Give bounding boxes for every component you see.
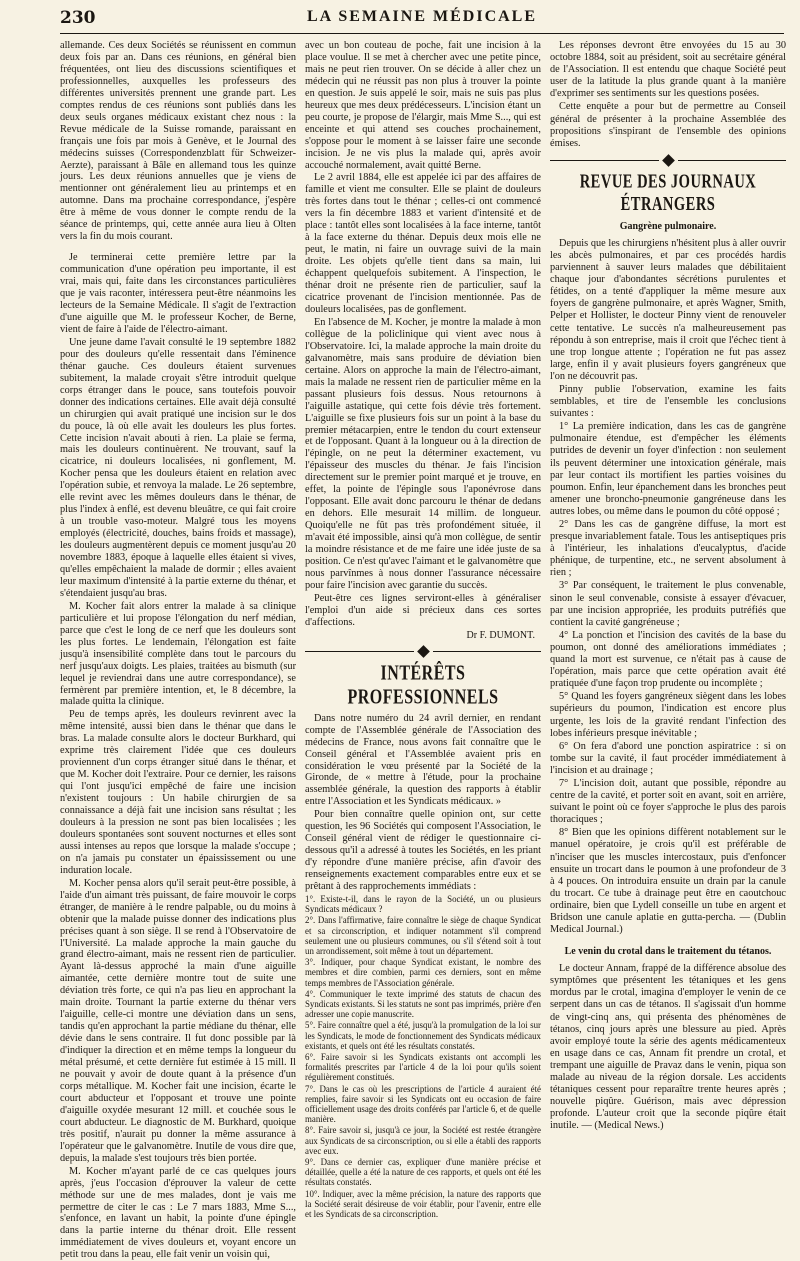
paragraph: Cette enquête a pour but de permettre au Conseil général de présenter à la prochaine Assemblée des propositions s'inspirant de l'ensemble des opinions émises. xyxy=(550,101,786,149)
section-title-interets: INTÉRÊTS PROFESSIONNELS xyxy=(347,661,499,709)
paragraph: Les réponses devront être envoyées du 15 au 30 octobre 1884, soit au président, soit au secrétaire général de l'Association. Il est entendu que chaque Société peut user de la latitude la plus grande quant à la manière d'exprimer ses sentiments sur les questions posées. xyxy=(550,40,786,100)
question-item: 5°. Faire connaître quel a été, jusqu'à la promulgation de la loi sur les Syndicats, le mode de fonctionnement des Syndicats médicaux existants, et quels ont été les résultats constatés. xyxy=(305,1020,541,1051)
question-item: 1°. Existe-t-il, dans le rayon de la Société, un ou plusieurs Syndicats médicaux ? xyxy=(305,894,541,915)
paragraph: 6° On fera d'abord une ponction aspiratrice : si on tombe sur la cavité, il faut procéder immédiatement à l'incision et au drainage ; xyxy=(550,740,786,776)
paragraph: Pour bien connaître quelle opinion ont, sur cette question, les 96 Sociétés qui composent l'Association, le Conseil général vient de rédiger le questionnaire ci-dessous qu'il a adressé à toutes les Sociétés, en les priant d'y répondre d'une manière précise, afin d'avoir des renseignements exactement comparables entre eux et se prêtant à des rapprochements immédiats : xyxy=(305,809,541,893)
paragraph: M. Kocher fait alors entrer la malade à sa clinique particulière et lui propose l'élongation du nerf médian, parce que c'est le long de ce nerf que les douleurs sont les plus fortes. Le lendemain, l'élongation est faite jusqu'à insensibilité complète dans tout le parcours du nerf jusqu'aux doigts. Les plaies, traitées au bismuth (sur lequel je reviendrai dans une autre correspondance), se fermèrent par première intention, et, le 8 décembre, la malade quitta la clinique. xyxy=(60,600,296,708)
section-divider xyxy=(305,647,541,656)
paragraph: Peu de temps après, les douleurs revinrent avec la même intensité, aussi bien dans le thénar que dans le bras. La malade consulte alors le docteur Burkhard, qui exprime très clairement l'idée que ces douleurs proviennent d'un corps étranger situé dans le thénar, et que M. Kocher doit l'extraire. Pour ce dernier, les raisons qui l'ont jusqu'ici empêché de faire une incision n'existent toujours : Un habile chirurgien de sa connaissance a déjà fait une incision sans résultat ; les douleurs à la pression ne sont pas bien localisées ; les douleurs spontanées sont souvent nocturnes et elles sont aussi intenses au repos que lorsque la malade s'occupe ; on n'a jamais pu constater un épaississement ou une induration locale. xyxy=(60,709,296,876)
question-item: 4°. Communiquer le texte imprimé des statuts de chacun des Syndicats existants. Si les statuts ne sont pas imprimés, prière d'en adresser une copie manuscrite. xyxy=(305,988,541,1020)
section-title-revue: REVUE DES JOURNAUX ÉTRANGERS xyxy=(579,170,757,216)
paragraph: 5° Quand les foyers gangréneux siègent dans les lobes supérieurs du poumon, l'indication est encore plus urgente, les lois de la gravité rendant l'infection des lobes inférieurs presque inévitable ; xyxy=(550,691,786,739)
question-item: 9°. Dans ce dernier cas, expliquer d'une manière précise et détaillée, quelle a été la nature de ces rapports, et quels ont été les résultats constatés. xyxy=(305,1157,541,1188)
article-subhead: Le venin du crotal dans le traitement du tétanos. xyxy=(564,946,772,958)
question-item: 7°. Dans le cas où les prescriptions de l'article 4 auraient été remplies, faire savoir si les Syndicats ont eu occasion de faire officiellement usage des droits conférés par l'article 6, et de quelle manière. xyxy=(305,1083,541,1125)
rule xyxy=(678,160,787,161)
paragraph: 1° La première indication, dans les cas de gangrène pulmonaire étendue, est d'empêcher les éléments putrides de devenir un foyer d'infection : non seulement ils peuvent déterminer une intoxication générale, mais par leur contact ils mortifient les parties voisines du poumon. Enfin, leur épanchement dans les bronches peut amener une broncho-pneumonie gangréneuse dans les autres lobes, ou même dans le poumon du côté opposé ; xyxy=(550,421,786,517)
diamond-ornament-icon xyxy=(417,645,430,658)
paragraph: allemande. Ces deux Sociétés se réunissent en commun deux fois par an. Dans ces réunions, en général bien fréquentées, ont lieu des discussions scientifiques et professionnelles, auxquelles les professeurs des différentes universités prennent une grande part. Les comptes rendus de ces réunions sont publiés dans les deux seuls organes médicaux existant chez nous : la Revue médicale de la Suisse romande, paraissant en français une fois par mois à Genève, et le Journal des médecins suisses (Correspondenzblatt für Schweizer-Aerzte), paraissant à Bâle en allemand tous les quinze jours. Les deux réunions annuelles que je viens de mentionner ont généralement lieu au printemps et en automne. Dans ma prochaine correspondance, j'espère être à même de vous donner le compte rendu de la séance de printemps, qui, cette année aura lieu à Olten vers la fin du mois courant. xyxy=(60,40,296,243)
paragraph: Pinny publie l'observation, examine les faits semblables, et tire de l'ensemble les conclusions suivantes : xyxy=(550,383,786,420)
running-title: LA SEMAINE MÉDICALE xyxy=(306,8,538,25)
rule xyxy=(433,651,542,652)
paragraph: avec un bon couteau de poche, fait une incision à la place voulue. Il se met à chercher avec une petite pince, mais ne peut rien trouver. On se décide à aller chez un médecin qui ne réussit pas non plus à trouver la pointe en question. Je suis appelé le soir, mais ne suis pas plus heureux que mes deux prédécesseurs. L'incision étant un peu courte, je propose de l'élargir, mais Mme S..., qui est enceinte et qui attend ses couches prochainement, s'oppose pour le moment à se laisser faire une seconde incision. Je ne vis plus la malade qui, après avoir accouché normalement, avait quitté Berne. xyxy=(305,40,541,171)
question-item: 2°. Dans l'affirmative, faire connaître le siège de chaque Syndicat et sa circonscription, et indiquer notamment s'il comprend seulement une ou plusieurs communes, ou s'il s'étend soit à tout un arrondissement, soit même à tout un département. xyxy=(305,915,541,957)
question-item: 6°. Faire savoir si les Syndicats existants ont accompli les formalités prescrites par l'article 4 de la loi pour qu'ils soient régulièrement constitués. xyxy=(305,1052,541,1083)
paragraph: Peut-être ces lignes serviront-elles à généraliser l'emploi d'un aide si précieux dans ces sortes d'affections. xyxy=(305,592,541,628)
author-signature: Dr F. DUMONT. xyxy=(466,629,535,641)
question-item: 10°. Indiquer, avec la même précision, la nature des rapports que la Société serait désireuse de voir établir, pour l'avenir, entre elle et les Syndicats de sa circonscription. xyxy=(305,1188,541,1220)
column-3 xyxy=(550,40,786,1132)
paragraph: 4° La ponction et l'incision des cavités de la base du poumon, ont donné des améliorations immédiates ; quand la mort est survenue, ce n'était pas à cause de l'opération, mais parce que cette opération avait été pratiquée d'une façon trop prudente ou incomplète ; xyxy=(550,629,786,690)
paragraph: 8° Bien que les opinions diffèrent notablement sur le manuel opératoire, je crois qu'il est préférable de n'inciser que les muscles intercostaux, puis d'enfoncer ensuite un trocart dans le poumon à une profondeur de 3 à 4 pouces. On introduira ensuite un drain par la canule du trocart. Ce tube à drainage peut être en caoutchouc ordinaire, bien que Lydell conseille un tube en argent et Bridson une canule aplatie en gutta-percha. — (Dublin Medical Journal.) xyxy=(550,827,786,936)
paragraph: En l'absence de M. Kocher, je montre la malade à mon collègue de la policlinique qui vient avec nous à l'Observatoire. Ici, la malade approche la main droite du galvanomètre, mais sans produire de déviation bien certaine. Alors on approche la main de l'électro-aimant, mais la malade ne ressent rien de particulier même en la passant plusieurs fois dessus. Nous retournons à l'aiguille astatique, qui cette fois dévie très fortement. L'aiguille se fixe plusieurs fois sur un point à la base du premier métacarpien, entre le tendon du court extenseur et de l'opposant. Quant à la longueur ou à la direction de l'épingle, on ne peut la déterminer exactement, vu l'épaisseur des muscles du thénar. Je fais l'incision directement sur le premier point marqué et je trouve, en effet, la pointe de l'épingle sous l'aponévrose dans l'opposant. Elle avait donc parcouru le thénar de dedans en dehors. Elle mesurait 14 millim. de longueur. Quoiqu'elle ne fût pas très profondément située, il m'avait été impossible, ainsi qu'à mon collègue, de sentir la moindre résistance et de me faire une idée juste de sa position. Ce n'est qu'avec l'aimant et le galvanomètre que nous parvînmes à nous donner l'assurance nécessaire pour faire l'incision avec garantie du succès. xyxy=(305,316,541,591)
paragraph: Le 2 avril 1884, elle est appelée ici par des affaires de famille et vient me consulter. Elle se plaint de douleurs très fortes dans tout le thénar ; celles-ci ont commencé vers la fin décembre 1883 et varient d'intensité et de place : tantôt elles sont localisées à la face interne, tantôt à la face externe du thénar. Depuis deux mois elle ne peut, le matin, ni faire un ouvrage suivi de la main droite. Les objets qu'elle tient dans sa main, lui échappent quelquefois subitement. A l'inspection, le thénar droit ne présente rien de particulier, sauf la cicatrice provenant de l'incision mentionnée. Pas de douleurs localisées, pas de gonflement. xyxy=(305,172,541,315)
diamond-ornament-icon xyxy=(662,154,675,167)
questionnaire xyxy=(305,894,541,1219)
paragraph: Je terminerai cette première lettre par la communication d'une opération peu importante, il est vrai, mais qui, faite dans les circonstances particulières que je vais raconter, intéressera peut-être néanmoins les lecteurs de la Semaine Médicale. Il s'agit de l'extraction d'une aiguille que M. le professeur Kocher, de Berne, vient de faire à l'aide de l'électro-aimant. xyxy=(60,252,296,335)
running-header xyxy=(60,8,784,34)
text-columns xyxy=(60,40,786,1261)
paragraph: Depuis que les chirurgiens n'hésitent plus à aller ouvrir les abcès pulmonaires, et par ces procédés hardis parviennent à sauver leurs malades que débilitaient chaque jour d'abondantes sécrétions purulentes et fétides, on a tenté d'appliquer la même mesure aux foyers de gangrène pulmonaire, et après Wagner, Smith, Pelper et Hollister, le docteur Pinny vient de renouveler cette tentative. Le succès n'a malheureusement pas répondu à son entreprise, mais il croit que l'échec tient à une trop longue attente ; l'opération ne fut pas assez large, enfin il y avait plusieurs foyers gangréneux que l'on ne découvrit pas. xyxy=(550,237,786,382)
paragraph: 2° Dans les cas de gangrène diffuse, la mort est presque invariablement fatale. Tous les antiseptiques pris à l'intérieur, les inhalations d'eucalyptus, d'acide phénique, de turpentine, etc., ne servent absolument à rien ; xyxy=(550,519,786,579)
question-item: 8°. Faire savoir si, jusqu'à ce jour, la Société est restée étrangère aux Syndicats de sa circonscription, ou si elle a établi des rapports avec eux. xyxy=(305,1125,541,1156)
page-number: 230 xyxy=(60,8,96,28)
paragraph: Dans notre numéro du 24 avril dernier, en rendant compte de l'Assemblée générale de l'Association des médecins de France, nous avons fait connaître que le Conseil général et l'Assemblée avaient pris en considération le vœu présenté par la Société de la Gironde, de « mettre à l'étude, pour la prochaine assemblée générale, la question des rapports à établir entre l'Association et les Syndicats médicaux. » xyxy=(305,712,541,808)
spacer xyxy=(60,244,296,252)
question-item: 3°. Indiquer, pour chaque Syndicat existant, le nombre des membres et dire combien, parmi ces derniers, sont en même temps membres de l'Association générale. xyxy=(305,957,541,988)
article-subhead: Gangrène pulmonaire. xyxy=(619,220,717,232)
paragraph: M. Kocher m'ayant parlé de ce cas quelques jours après, j'eus l'occasion d'éprouver la valeur de cette méthode sur une de mes malades, dont je vais me permettre de citer le cas : Le 7 mars 1883, Mme S..., s'enfonce, en lavant un habit, la pointe d'une épingle dans la partie interne du thénar droit. Elle ressent immédiatement de vives douleurs et, voyant encore un petit trou dans la peau, elle fait venir un voisin qui, xyxy=(60,1165,296,1261)
paragraph: 3° Par conséquent, le traitement le plus convenable, sinon le seul convenable, consiste à essayer d'évacuer, par une incision appropriée, les produits putréfiés que contient la cavité gangréneuse ; xyxy=(550,580,786,628)
column-1 xyxy=(60,40,296,1261)
paragraph: Le docteur Annam, frappé de la différence absolue des symptômes que présentent les tétaniques et les gens mordus par le crotal, imagina d'employer le venin de ce serpent dans un cas de tétanos. Il s'agissait d'un homme de vingt-cinq ans, qui présenta des phénomènes de tétanos, cinq jours après une blessure au pied. Après avoir employé toute la série des agents médicamenteux en usage dans ce cas, Annam fit prendre un crotal, et trempant une aiguille de Pravaz dans le venin, piqua son malade au niveau de la région dorsale. Les accidents tétaniques cessent pour reparaître trente heures après ; nouvelle piqûre. Guérison, mais avec dépression profonde. L'auteur croit que la seconde piqûre était inutile. — (Medical News.) xyxy=(550,963,786,1132)
paragraph: Une jeune dame l'avait consulté le 19 septembre 1882 pour des douleurs qu'elle ressentait dans l'éminence thénar gauche. Ces douleurs étaient survenues subitement, la malade croyait s'être introduit quelque corps étranger dans le pouce, sans toutefois pouvoir donner des indications certaines. Elle avait déjà consulté un chirurgien qui avait pratiqué une incision sur le dos du pouce, là où elle avait les douleurs les plus fortes. Cette incision n'avait abouti à rien. La plaie se ferma, mais les douleurs continuèrent. Ne trouvant, sauf la cicatrice, ni douleurs localisées, ni gonflement, M. Kocher pensa que les douleurs étaient en relation avec l'opération subie, et renvoya la malade. Le 26 septembre, elle revint avec les mêmes douleurs dans le thénar, de plus l'index à enflé, est devenu bleuâtre, ce qui fait croire à un trouble vaso-moteur. Malgré tous les moyens employés (électricité, douches, bains froids et massage), les douleurs augmentèrent depuis ce moment jusqu'au 20 novembre 1883, époque à laquelle elles étaient si vives, qu'elles empêchaient la malade de dormir ; elles avaient leur maximum d'intensité à la partie externe du thénar, et s'étendaient jusqu'au bras. xyxy=(60,336,296,599)
paragraph: 7° L'incision doit, autant que possible, répondre au centre de la cavité, et porter soit en avant, soit en arrière, suivant le point où ce foyer s'approche le plus des parois thoraciques ; xyxy=(550,777,786,826)
section-divider xyxy=(550,156,786,165)
paragraph: M. Kocher pensa alors qu'il serait peut-être possible, à l'aide d'un aimant très puissant, de faire mouvoir le corps étranger, de manière à le rendre palpable, ou du moins à obtenir que la malade puisse donner des indications plus précises quant à son siège. Il se rend à l'Observatoire de l'Université. La malade approche la main gauche du grand électro-aimant, mais ne ressent rien de particulier. Ayant là-dessus approché la main d'une aiguille aimantée, cette dernière montre tout de suite une déviation très forte, ce qui n'a pas lieu en approchant la main droite. Tournant la partie externe du thénar vers l'aiguille, celle-ci montre une déviation dans un sens, tandis qu'en approchant la partie médiane du thénar, elle dévie dans le sens contraire. Il fut donc possible par là d'indiquer la direction et en même temps la longueur du métal présumé, et cette dernière fut estimée à 15 mill. Il ne pouvait y avoir de doute quant à la présence d'un corps métallique. M. Kocher fait une incision, écarte le court abducteur et l'opposant et trouve une pointe d'aiguille oxydée mesurant 12 mill. et couchée sous le court abducteur. Le diagnostic de M. Burkhard, quoique très positif, n'aurait pu donner la même assurance à l'opérateur que le galvanomètre. Inutile de vous dire que, depuis, la malade s'est toujours très bien portée. xyxy=(60,877,296,1164)
rule xyxy=(550,160,659,161)
rule xyxy=(305,651,414,652)
column-2 xyxy=(305,40,541,1220)
